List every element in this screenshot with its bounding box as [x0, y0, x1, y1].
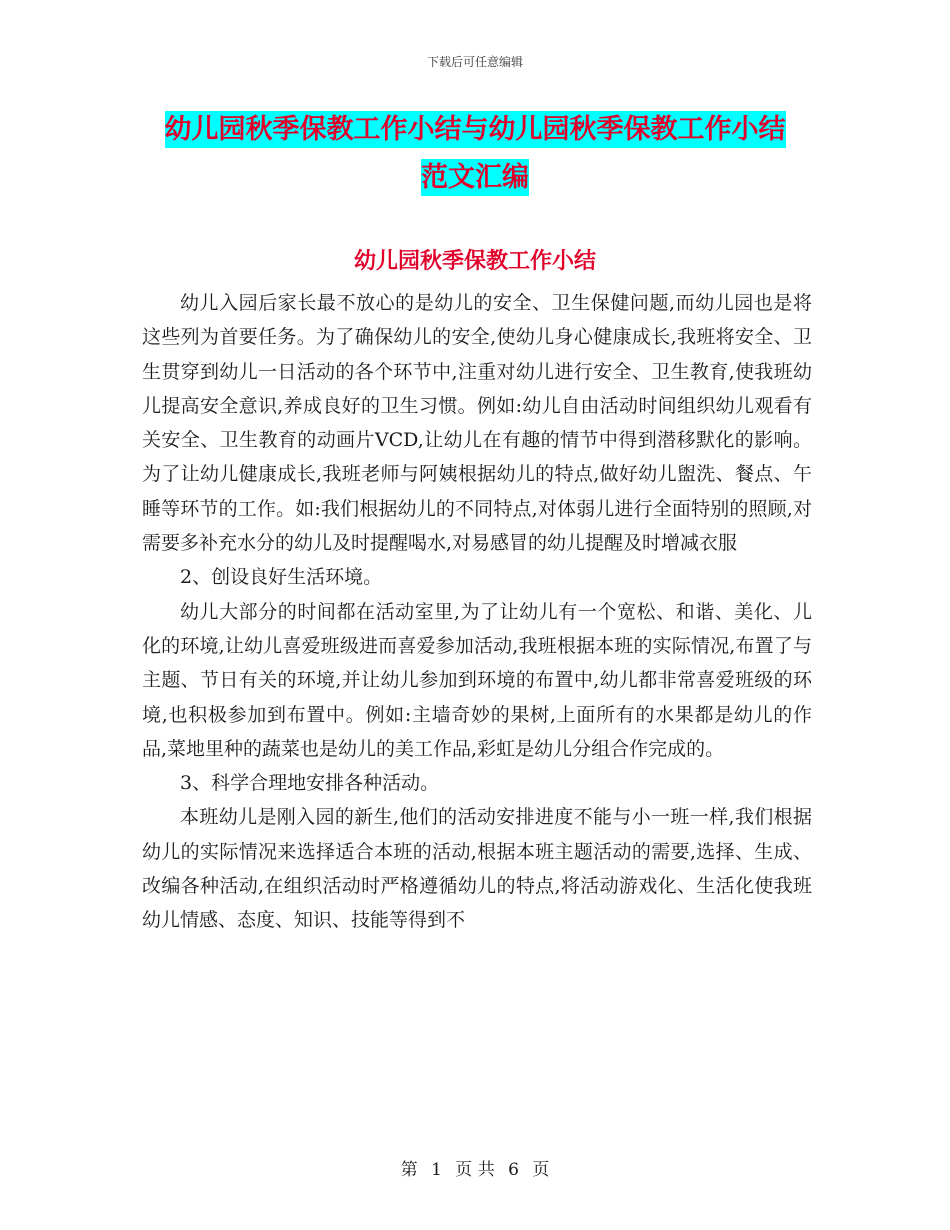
paragraph: 2、创设良好生活环境。 [180, 566, 383, 589]
page-suffix: 页 [532, 1160, 550, 1180]
paragraph: 本班幼儿是刚入园的新生,他们的活动安排进度不能与小一班一样,我们根据幼儿的实际情况来选择适合本班的活动,根据本班主题活动的需要,选择、生成、改编各种活动,在组织活动时严格遵循幼儿的特点,将活动游戏化、生活化使我班幼儿情感、态度、知识、技能等得到不 [142, 806, 812, 932]
paragraph: 3、科学合理地安排各种活动。 [180, 772, 440, 795]
page-total: 6 [508, 1160, 519, 1180]
page-mid: 页 共 [455, 1160, 495, 1180]
page-prefix: 第 [400, 1160, 418, 1180]
paragraph: 幼儿入园后家长最不放心的是幼儿的安全、卫生保健问题,而幼儿园也是将这些列为首要任务。为了确保幼儿的安全,使幼儿身心健康成长,我班将安全、卫生贯穿到幼儿一日活动的各个环节中,注重对幼儿进行安全、卫生教育,使我班幼儿提高安全意识,养成良好的卫生习惯。例如:幼儿自由活动时间组织幼儿观看有关安全、卫生教育的动画片VCD,让幼儿在有趣的情节中得到潜移默化的影响。为了让幼儿健康成长,我班老师与阿姨根据幼儿的特点,做好幼儿盥洗、餐点、午睡等环节的工作。如:我们根据幼儿的不同特点,对体弱儿进行全面特别的照顾,对需要多补充水分的幼儿及时提醒喝水,对易感冒的幼儿提醒及时增减衣服 [142, 292, 812, 555]
section-title: 幼儿园秋季保教工作小结 [353, 249, 596, 274]
page-number-footer [0, 1155, 950, 1180]
paragraph: 幼儿大部分的时间都在活动室里,为了让幼儿有一个宽松、和谐、美化、儿化的环境,让幼儿喜爱班级进而喜爱参加活动,我班根据本班的实际情况,布置了与主题、节日有关的环境,并让幼儿参加到环境的布置中,幼儿都非常喜爱班级的环境,也积极参加到布置中。例如:主墙奇妙的果树,上面所有的水果都是幼儿的作品,菜地里种的蔬菜也是幼儿的美工作品,彩虹是幼儿分组合作完成的。 [142, 600, 812, 760]
document-title [120, 106, 830, 202]
body-text [142, 286, 812, 938]
document-title-line2: 范文汇编 [421, 159, 529, 196]
page-current: 1 [431, 1160, 442, 1180]
header-note: 下载后可任意编辑 [426, 55, 523, 69]
document-title-line1: 幼儿园秋季保教工作小结与幼儿园秋季保教工作小结 [165, 111, 786, 148]
